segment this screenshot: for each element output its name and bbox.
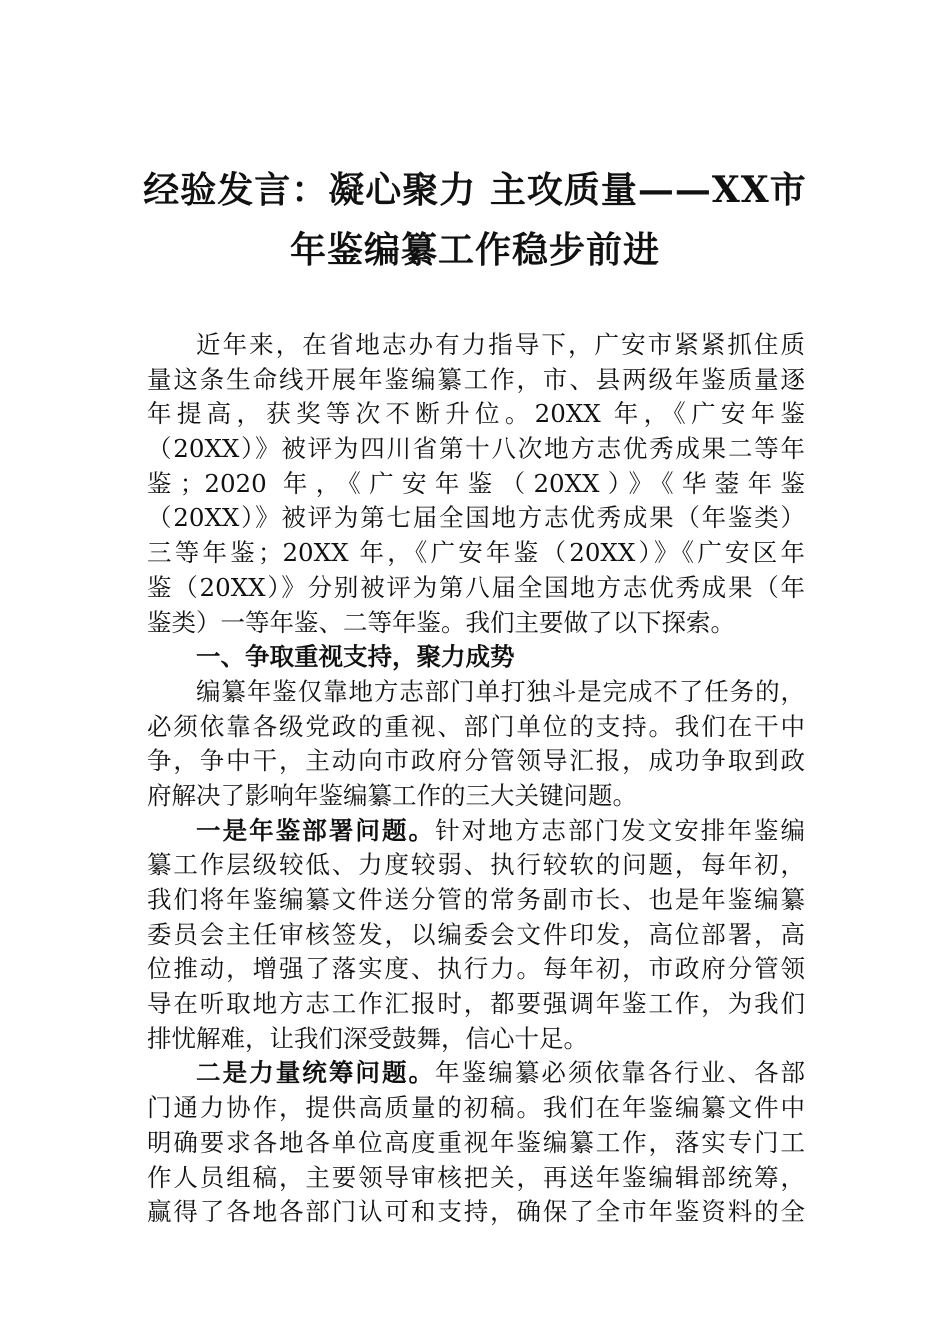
paragraph-line: 我们将年鉴编纂文件送分管的常务副市长、也是年鉴编纂 — [147, 885, 805, 914]
paragraph-lead: 二是力量统筹问题。 — [196, 1058, 436, 1088]
paragraph-line: 导在听取地方志工作汇报时，都要强调年鉴工作，为我们 — [147, 989, 805, 1019]
paragraph-line: 编纂年鉴仅靠地方志部门单打独斗是完成不了任务的， — [196, 676, 805, 706]
document-body — [147, 328, 805, 1230]
paragraph-text: 年鉴编纂必须依靠各行业、各部 — [435, 1058, 806, 1088]
paragraph-line: 明确要求各地各单位高度重视年鉴编纂工作，落实专门工 — [147, 1127, 805, 1157]
paragraph-line: 三等年鉴；20XX 年，《广安年鉴（20XX）》《广安区年 — [147, 538, 805, 568]
paragraph-line: 委员会主任审核签发，以编委会文件印发，高位部署，高 — [147, 919, 805, 949]
paragraph-line: 鉴（20XX）》分别被评为第八届全国地方志优秀成果（年 — [147, 572, 805, 602]
paragraph-line: 纂工作层级较低、力度较弱、执行较软的问题，每年初， — [147, 850, 805, 880]
paragraph-line: 年提高，获奖等次不断升位。20XX 年，《广安年鉴 — [147, 399, 805, 429]
title-line-1: 经验发言：凝心聚力 主攻质量——XX市 — [143, 169, 807, 211]
paragraph-line: 赢得了各地各部门认可和支持，确保了全市年鉴资料的全 — [147, 1197, 805, 1227]
paragraph-line: 近年来，在省地志办有力指导下，广安市紧紧抓住质 — [196, 330, 805, 359]
paragraph-line: 门通力协作，提供高质量的初稿。我们在年鉴编纂文件中 — [147, 1093, 805, 1123]
paragraph-line: 排忧解难，让我们深受鼓舞，信心十足。 — [147, 1023, 588, 1053]
paragraph-lead: 一是年鉴部署问题。 — [196, 815, 436, 845]
document-title — [120, 160, 830, 280]
paragraph-line: 鉴类）一等年鉴、二等年鉴。我们主要做了以下探索。 — [147, 607, 735, 637]
paragraph-line: （20XX）》被评为第七届全国地方志优秀成果（年鉴类） — [147, 503, 805, 533]
paragraph-text: 针对地方志部门发文安排年鉴编 — [435, 815, 806, 845]
paragraph-line: 作人员组稿，主要领导审核把关，再送年鉴编辑部统筹， — [147, 1162, 805, 1192]
title-line-2: 年鉴编纂工作稳步前进 — [289, 229, 660, 271]
paragraph-line: 量这条生命线开展年鉴编纂工作，市、县两级年鉴质量逐 — [147, 364, 805, 394]
section-heading: 一、争取重视支持，聚力成势 — [196, 642, 515, 672]
paragraph-line — [147, 1056, 805, 1091]
paragraph-line: 位推动，增强了落实度、执行力。每年初，市政府分管领 — [147, 954, 805, 984]
paragraph-line: 府解决了影响年鉴编纂工作的三大关键问题。 — [147, 780, 637, 810]
paragraph-line — [147, 814, 805, 849]
paragraph-line: 争，争中干，主动向市政府分管领导汇报，成功争取到政 — [147, 746, 805, 776]
paragraph-line: 鉴；2020 年，《广安年鉴（20XX）》《华蓥年鉴 — [147, 468, 805, 498]
paragraph-line: （20XX）》被评为四川省第十八次地方志优秀成果二等年 — [147, 434, 805, 464]
paragraph-line: 必须依靠各级党政的重视、部门单位的支持。我们在干中 — [147, 711, 805, 741]
